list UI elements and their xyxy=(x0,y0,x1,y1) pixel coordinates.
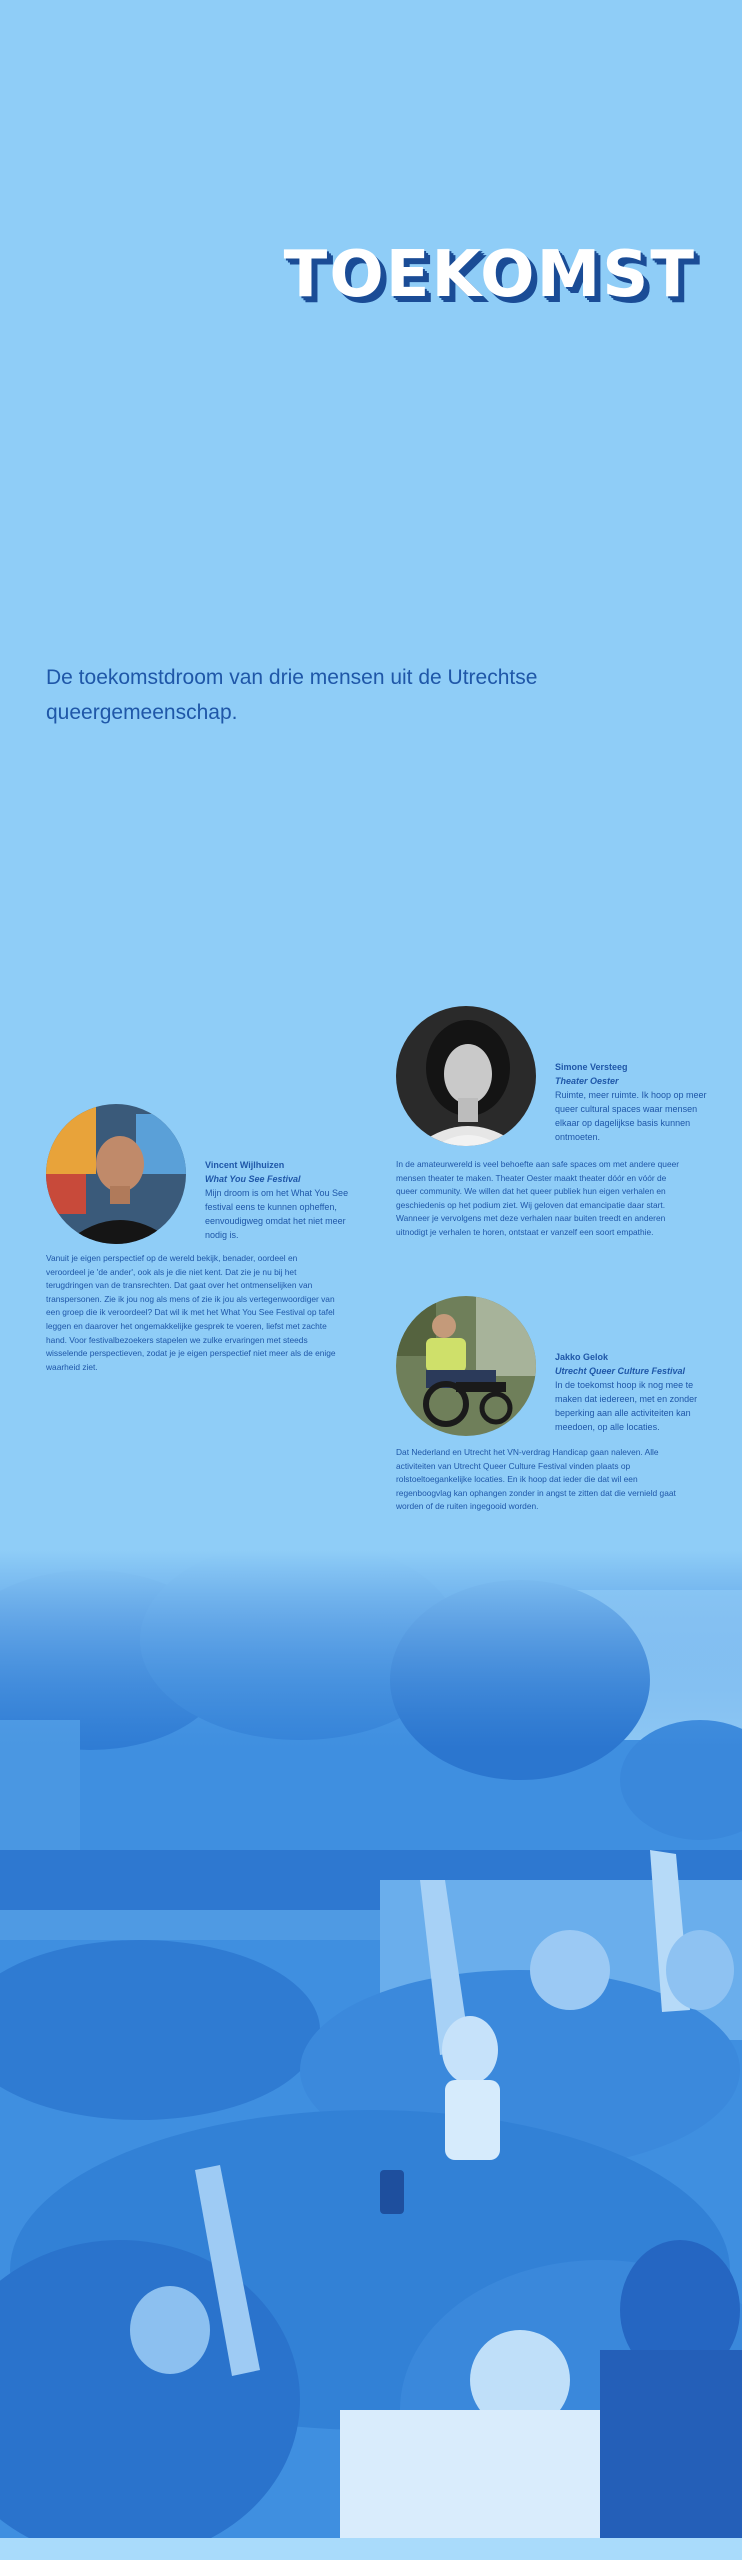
simone-name: Simone Versteeg xyxy=(555,1062,628,1072)
vincent-body: Vanuit je eigen perspectief op de wereld bekijk, benader, oordeel en veroordeel je 'de ander', ook als je die niet kent. Dat zie je nu bij het terugdringen van de transrechten. Dat gaat over het ontmenselijken van transpersonen. Zie ik jou nog als mens of zie ik jou als vertegenwoordiger van een groep die ik veroordeel? Dat wil ik met het What You See Festival op tafel leggen en daarover het ongemakkelijke gesprek te voeren, liefst met zachte hand. Voor festivalbezoekers stapelen we zulke ervaringen met steeds wisselende perspectieven, zodat je je eigen perspectief niet meer als de enige waarheid ziet. xyxy=(46,1253,336,1372)
vincent-name: Vincent Wijlhuizen xyxy=(205,1160,285,1170)
jakko-portrait-wheelchair-photo xyxy=(396,1296,536,1436)
canal-crowd-photo xyxy=(0,1550,742,2540)
vincent-intro: Mijn droom is om het What You See festival eens te kunnen opheffen, eenvoudigweg omdat het niet meer nodig is. xyxy=(205,1188,349,1240)
simone-portrait-photo xyxy=(396,1006,536,1146)
page-subtitle: De toekomstdroom van drie mensen uit de Utrechtse queergemeenschap. xyxy=(46,666,538,724)
jakko-name: Jakko Gelok xyxy=(555,1352,609,1362)
page-title: TOEKOMST xyxy=(283,238,696,312)
simone-intro: Ruimte, meer ruimte. Ik hoop op meer queer cultural spaces waar mensen elkaar op dagelijkse basis kunnen ontmoeten. xyxy=(555,1090,707,1142)
simone-body: In de amateurwereld is veel behoefte aan safe spaces om met andere queer mensen theater te maken. Theater Oester maakt theater dóór en vóór de queer community. We willen dat het queer publiek hun eigen verhalen en geschiedenis op het podium ziet. Wij geloven dat emancipatie daar start. Wanneer je vervolgens met deze verhalen naar buiten treedt en anderen uitnodigt je verhalen te horen, ontstaat er vanzelf een soort empathie. xyxy=(396,1159,680,1237)
simone-org: Theater Oester xyxy=(555,1076,619,1086)
bottom-strip xyxy=(0,2538,742,2560)
vincent-portrait-photo xyxy=(46,1104,186,1244)
jakko-org: Utrecht Queer Culture Festival xyxy=(555,1366,686,1376)
vincent-org: What You See Festival xyxy=(205,1174,301,1184)
jakko-body: Dat Nederland en Utrecht het VN-verdrag Handicap gaan naleven. Alle activiteiten van Utrecht Queer Culture Festival vinden plaats op rolstoeltoegankelijke locaties. En ik hoop dat ieder die dat wil een regenboogvlag kan ophangen zonder in angst te zitten dat die vernield gaat worden of de ruiten ingegooid worden. xyxy=(396,1447,676,1512)
jakko-intro: In de toekomst hoop ik nog mee te maken dat iedereen, met en zonder beperking aan alle activiteiten kan meedoen, op alle locaties. xyxy=(555,1380,698,1432)
